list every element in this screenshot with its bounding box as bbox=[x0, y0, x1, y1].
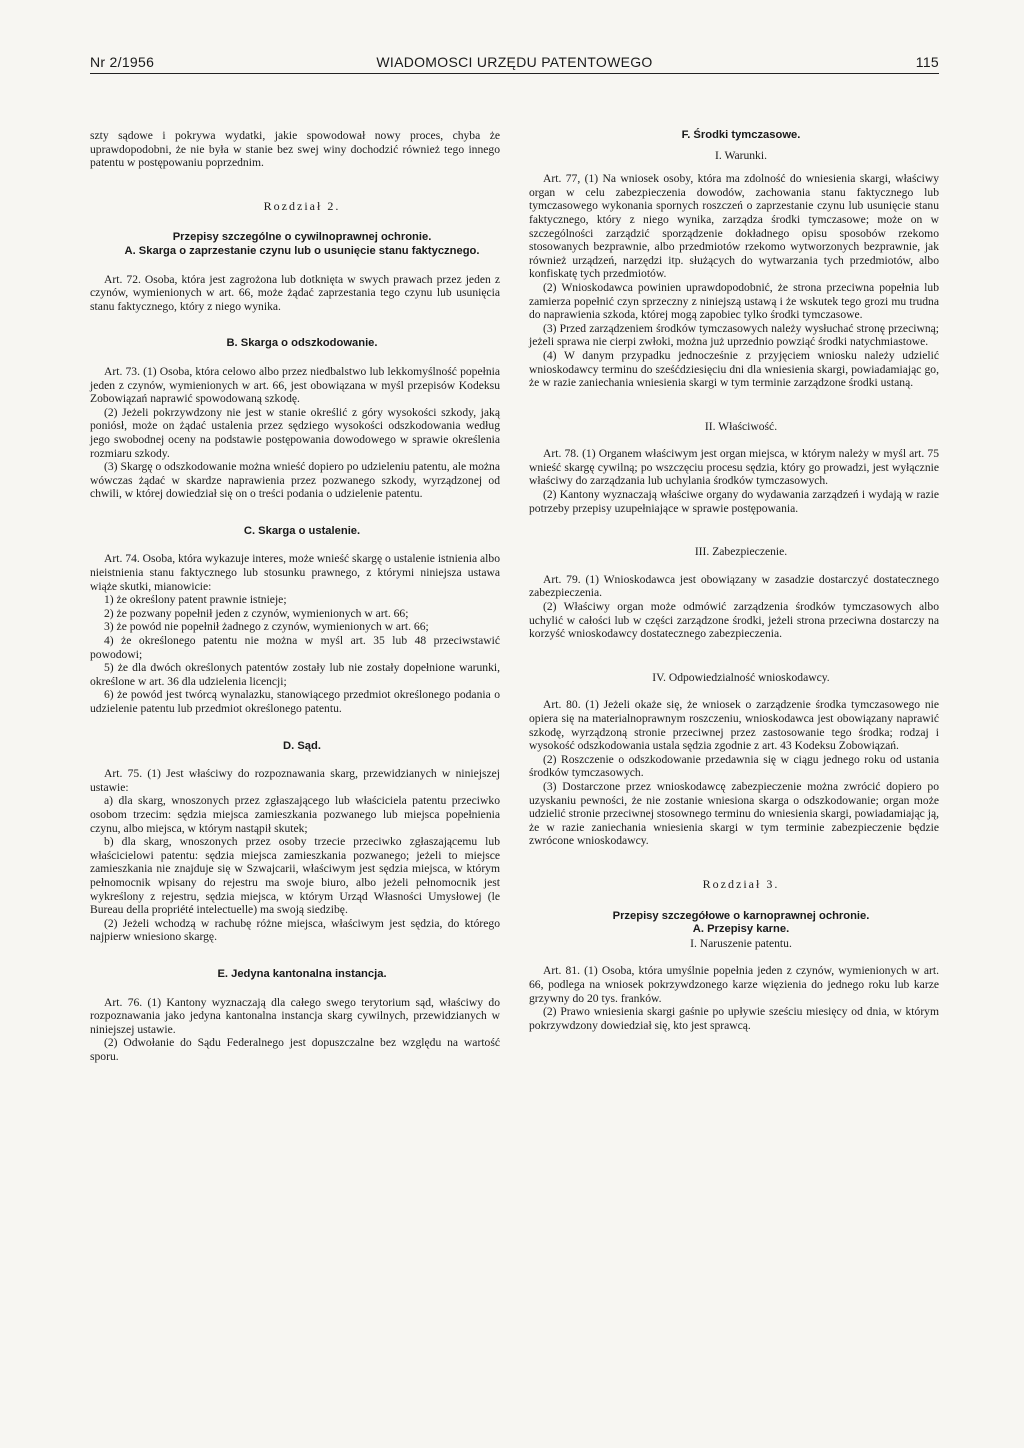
left-column bbox=[90, 129, 500, 1063]
item-heading: IV. Odpowiedzialność wnioskodawcy. bbox=[652, 670, 830, 684]
subsection-heading: D. Sąd. bbox=[283, 739, 321, 752]
article: Art. 73. (1) Osoba, która celowo albo przez niedbalstwo lub lekkomyślność popełnia jeden z czynów, wymienionych w art. 66, jest obowiązana w myśl przepisów Kodeksu Zobowiązań naprawić spowodowaną szkodę. bbox=[90, 364, 500, 406]
article: Art. 74. Osoba, która wykazuje interes, może wnieść skargę o ustalenie istnienia albo nieistnienia stanu faktycznego lub stosunku prawnego, z którymi niniejsza ustawa wiąże skutki, mianowicie: bbox=[90, 552, 500, 593]
list-item: 5) że dla dwóch określonych patentów zostały lub nie zostały dopełnione warunki, określone w art. 36 dla udzielenia licencji; bbox=[90, 661, 500, 688]
article: Art. 81. (1) Osoba, która umyślnie popełnia jeden z czynów, wymienionych w art. 66, podlega na wniosek pokrzywdzonego karze więzienia do jednego roku lub karze grzywny do 20 tys. franków. bbox=[529, 964, 939, 1005]
paragraph: szty sądowe i pokrywa wydatki, jakie spowodował nowy proces, chyba że uprawdopodobni, że nie była w stanie bez swej winy dochodzić również tego innego patentu w postępowaniu poprzednim. bbox=[90, 129, 500, 170]
article-paragraph: (2) Kantony wyznaczają właściwe organy do wydawania zarządzeń i wydają w razie potrzeby przepisy uzupełniające w sprawie postępowania. bbox=[529, 488, 939, 515]
page-header bbox=[90, 40, 939, 74]
article: Art. 72. Osoba, która jest zagrożona lub dotknięta w swych prawach przez jeden z czynów, wymienionych w art. 66, może żądać zaprzestania tego czynu lub usunięcia stanu faktycznego, który z niego wynika. bbox=[90, 272, 500, 313]
list-item: 2) że pozwany popełnił jeden z czynów, wymienionych w art. 66; bbox=[104, 606, 409, 620]
item-heading: I. Naruszenie patentu. bbox=[690, 936, 792, 950]
article-paragraph: (2) Prawo wniesienia skargi gaśnie po upływie sześciu miesięcy od dnia, w którym pokrzywdzony dowiedział się, kto jest sprawcą. bbox=[529, 1005, 939, 1032]
subsection-heading: A. Skarga o zaprzestanie czynu lub o usunięcie stanu faktycznego. bbox=[124, 244, 480, 257]
article-paragraph: (3) Przed zarządzeniem środków tymczasowych należy wysłuchać stronę przeciwną; jeżeli sprawa nie cierpi zwłoki, można już uprzednio powziąć środki natychmiastowe. bbox=[529, 321, 939, 349]
item-heading: I. Warunki. bbox=[715, 148, 767, 162]
issue-number: Nr 2/1956 bbox=[90, 54, 155, 70]
subsection-heading: C. Skarga o ustalenie. bbox=[243, 524, 361, 537]
subsection-heading: F. Środki tymczasowe. bbox=[681, 129, 801, 141]
subsection-heading: E. Jedyna kantonalna instancja. bbox=[217, 967, 387, 980]
article-paragraph: (2) Wnioskodawca powinien uprawdopodobnić, że strona przeciwna popełnia lub zamierza popełnić czyn sprzeczny z niniejszą ustawą i że wskutek tego grozi mu trudna do naprawienia szkoda, której mogą zapobiec tylko środki tymczasowe. bbox=[529, 280, 939, 322]
article: Art. 77, (1) Na wniosek osoby, która ma zdolność do wniesienia skargi, właściwy organ w celu zabezpieczenia dowodów, zachowania stanu faktycznego lub tymczasowego wykonania spornych roszczeń o zaprzestanie czynu lub usunięcie stanu faktycznego, który z niego wynika, zarządza środki tymczasowe; może on w szczególności zarządzić sporządzenie dokładnego opisu sposobów rzekomo stosowanych bezprawnie, albo przedmiotów rzekomo wytworzonych bezprawnie, jak również urządzeń, narzędzi itp. służących do wytwarzania tych przedmiotów, albo konfiskatę tych przedmiotów. bbox=[529, 172, 939, 281]
article-paragraph: (2) Jeżeli wchodzą w rachubę różne miejsca, właściwym jest sędzia, do którego najpierw wniesiono skargę. bbox=[90, 916, 500, 944]
article: Art. 79. (1) Wnioskodawca jest obowiązany w zasadzie dostarczyć dostatecznego zabezpieczenia. bbox=[529, 572, 939, 600]
section-heading: Przepisy szczegółowe o karnoprawnej ochronie. bbox=[612, 909, 870, 922]
article-paragraph: (2) Odwołanie do Sądu Federalnego jest dopuszczalne bez względu na wartość sporu. bbox=[90, 1036, 500, 1063]
article-paragraph: (2) Roszczenie o odszkodowanie przedawnia się w ciągu jednego roku od ustania środków tymczasowych. bbox=[529, 752, 939, 780]
item-heading: III. Zabezpieczenie. bbox=[694, 545, 788, 559]
right-column bbox=[529, 129, 939, 1063]
subsection-heading: B. Skarga o odszkodowanie. bbox=[226, 337, 378, 350]
subsection-heading: A. Przepisy karne. bbox=[692, 923, 790, 936]
page-number: 115 bbox=[915, 54, 939, 70]
article-paragraph: (4) W danym przypadku jednocześnie z przyjęciem wniosku należy udzielić wnioskodawcy terminu do sześćdziesięciu dni dla wniesienia skargi, powiadamiając go, że w razie zaniechania wniesienia skargi w tym terminie zarządzone środki ustaną. bbox=[529, 348, 939, 390]
article: Art. 75. (1) Jest właściwy do rozpoznawania skarg, przewidzianych w niniejszej ustawie: bbox=[90, 767, 500, 794]
item-heading: II. Właściwość. bbox=[704, 419, 778, 433]
article-paragraph: (2) Właściwy organ może odmówić zarządzenia środków tymczasowych albo uchylić w całości lub w części zarządzone środki, jeżeli strona przeciwna dostarczy na korzyść wnioskodawcy dostatecznego zabezpieczenia. bbox=[529, 600, 939, 641]
article: Art. 80. (1) Jeżeli okaże się, że wniosek o zarządzenie środka tymczasowego nie opiera się na materialnoprawnym roszczeniu, wnioskodawca jest obowiązany naprawić szkodę, wyrządzoną stronie przeciwnej przez zastosowanie tego środka; rodzaj i wysokość odszkodowania ustala sędzia zgodnie z art. 43 Kodeksu Zobowiązań. bbox=[529, 698, 939, 753]
list-item: b) dla skarg, wnoszonych przez osoby trzecie przeciwko zgłaszającemu lub właścicielowi patentu: sędzia miejsca zamieszkania pozwanego; jeżeli to miejsce zamieszkania nie znajduje się w Szwajcarii, właściwym jest sędzia miejsca, w którym pełnomocnik wpisany do rejestru ma swoje biuro, albo jeżeli pełnomocnik jest wykreślony z rejestru, sędzia miejsca, w którym Urząd Własności Umysłowej (le Bureau della propriété intelectuelle) ma swoją siedzibę. bbox=[90, 835, 500, 917]
list-item: 1) że określony patent prawnie istnieje; bbox=[104, 593, 287, 607]
section-heading: Przepisy szczególne o cywilnoprawnej ochronie. bbox=[172, 231, 432, 244]
list-item: a) dla skarg, wnoszonych przez zgłaszającego lub właściciela patentu przeciwko osobom trzecim: sędzia miejsca zamieszkania pozwanego lub miejsca popełnienia czynu, albo miejsca, w którym nastąpił skutek; bbox=[90, 794, 500, 835]
article: Art. 76. (1) Kantony wyznaczają dla całego swego terytorium sąd, właściwy do rozpoznawania jako jedyna kantonalna instancja skarg cywilnych, przewidzianych w niniejszej ustawie. bbox=[90, 995, 500, 1036]
list-item: 3) że powód nie popełnił żadnego z czynów, wymienionych w art. 66; bbox=[104, 620, 429, 634]
list-item: 4) że określonego patentu nie można w myśl art. 35 lub 48 przeciwstawić powodowi; bbox=[90, 634, 500, 661]
journal-title: WIADOMOSCI URZĘDU PATENTOWEGO bbox=[376, 54, 653, 70]
list-item: 6) że powód jest twórcą wynalazku, stanowiącego przedmiot określonego podania o udzielenie patentu lub przedmiot określonego patentu. bbox=[90, 688, 500, 715]
article-paragraph: (2) Jeżeli pokrzywdzony nie jest w stanie określić z góry wysokości szkody, jaką poniósł, może on żądać ustalenia przez sędziego wysokości odszkodowania według jego swobodnej oceny na podstawie postępowania dowodowego w sprawie określenia rozmiaru szkody. bbox=[90, 405, 500, 460]
article-paragraph: (3) Skargę o odszkodowanie można wnieść dopiero po udzieleniu patentu, ale można wówczas żądać w skardze naprawienia przez pozwanego szkody, wyrządzonej od chwili, w której dowiedział się on o treści podania o udzielenie patentu. bbox=[90, 460, 500, 501]
chapter-heading: Rozdział 2. bbox=[263, 198, 341, 213]
chapter-heading: Rozdział 3. bbox=[702, 876, 780, 891]
article-paragraph: (3) Dostarczone przez wnioskodawcę zabezpieczenie można zwrócić dopiero po uzyskaniu pewności, że nie zostanie wniesiona skarga o odszkodowanie; organ może udzielić stronie przeciwnej stosownego terminu do wniesienia skargi, powiadamiając ją, że w razie zaniechania wniesienia skargi w tym terminie zabezpieczenie będzie zwrócone wnioskodawcy. bbox=[529, 779, 939, 848]
article: Art. 78. (1) Organem właściwym jest organ miejsca, w którym należy w myśl art. 75 wnieść skargę cywilną; po wszczęciu procesu sędzia, który go prowadzi, jest wyłącznie właściwy do zarządzania lub uchylania środków tymczasowych. bbox=[529, 447, 939, 488]
